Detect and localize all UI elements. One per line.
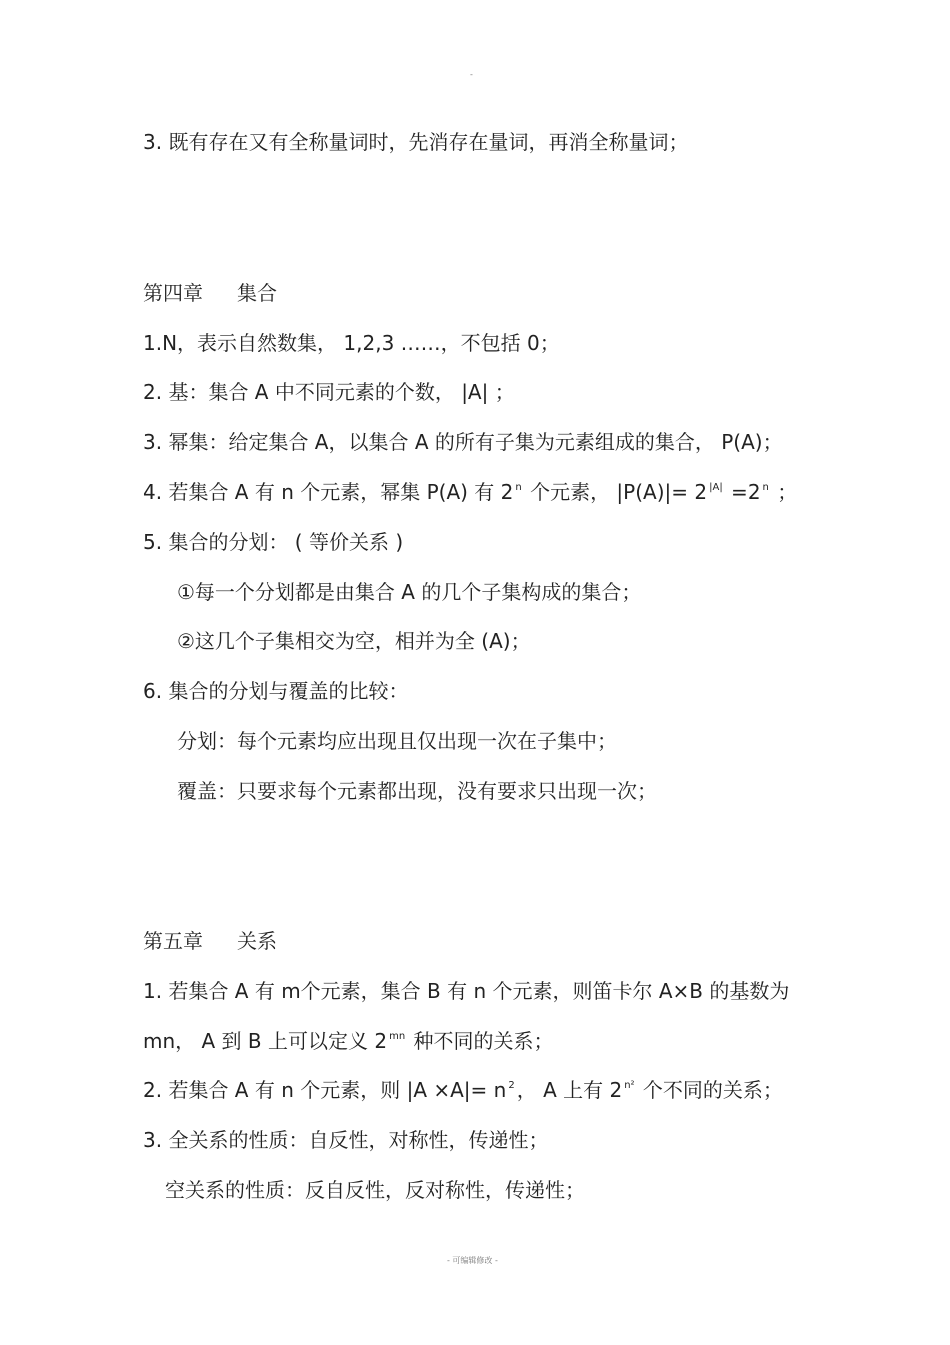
ch5-item-1-cont-c: 种不同的关系； (407, 1029, 554, 1053)
ch5-item-1-cont (143, 1029, 554, 1058)
ch4-item-5-sub-1: ①每一个分划都是由集合 A 的几个子集构成的集合； (177, 580, 642, 604)
ch4-item-6-sub-2: 覆盖：只要求每个元素都出现，没有要求只出现一次； (177, 779, 657, 803)
chapter-4-title: 集合 (237, 281, 277, 305)
ch4-item-4-text-g: ； (770, 480, 798, 504)
chapter-4-number: 第四章 (143, 281, 203, 305)
ch5-item-1-sup: mn (389, 1031, 406, 1042)
ch4-item-5: 5. 集合的分划： ( 等价关系 ) (143, 530, 404, 554)
ch5-item-3: 3. 全关系的性质：自反性，对称性，传递性； (143, 1128, 549, 1152)
chapter-5-number: 第五章 (143, 929, 203, 953)
ch4-item-6-sub-1: 分划：每个元素均应出现且仅出现一次在子集中； (177, 729, 617, 753)
ch4-item-3: 3. 幂集：给定集合 A，以集合 A 的所有子集为元素组成的集合， P(A)； (143, 430, 783, 454)
ch4-item-4 (143, 480, 797, 509)
ch5-item-2 (143, 1078, 783, 1107)
ch5-item-3-sub: 空关系的性质：反自反性，反对称性，传递性； (165, 1178, 585, 1202)
ch5-item-2-a: 2. 若集合 A 有 n 个元素，则 |A ×A|= n (143, 1078, 507, 1102)
chapter-5-title: 关系 (237, 929, 277, 953)
ch5-item-1-cont-a: mn， A 到 B 上可以定义 2 (143, 1029, 388, 1053)
ch4-item-2: 2. 基：集合 A 中不同元素的个数， |A| ； (143, 380, 515, 404)
ch4-item-4-text-a: 4. 若集合 A 有 n 个元素，幂集 P(A) 有 2 (143, 480, 514, 504)
ch4-item-4-text-c: 个元素， |P(A)|= 2 (523, 480, 708, 504)
chapter-4-heading (143, 281, 277, 305)
ch4-item-4-text-e: =2 (724, 480, 761, 504)
ch5-item-2-sup-1: 2 (508, 1080, 515, 1091)
ch5-item-1: 1. 若集合 A 有 m个元素，集合 B 有 n 个元素，则笛卡尔 A×B 的基数为 (143, 979, 790, 1003)
ch4-item-4-sup-3: n (762, 482, 769, 493)
page-footer: - 可编辑修改 - (447, 1256, 498, 1265)
ch5-item-2-c: ， A 上有 2 (516, 1078, 623, 1102)
ch5-item-2-sup-2: n² (624, 1080, 635, 1091)
ch4-item-5-sub-2: ②这几个子集相交为空，相并为全 (A)； (177, 629, 531, 653)
ch5-item-2-e: 个不同的关系； (636, 1078, 783, 1102)
chapter-5-heading (143, 929, 277, 953)
line-3-quantifier: 3. 既有存在又有全称量词时，先消存在量词，再消全称量词； (143, 130, 689, 154)
ch4-item-4-sup-2: |A| (709, 482, 723, 493)
ch4-item-1: 1.N，表示自然数集， 1,2,3 ……，不包括 0； (143, 331, 560, 355)
ch4-item-4-sup-1: n (515, 482, 522, 493)
ch4-item-6: 6. 集合的分划与覆盖的比较： (143, 679, 409, 703)
header-mark: - (470, 70, 473, 79)
